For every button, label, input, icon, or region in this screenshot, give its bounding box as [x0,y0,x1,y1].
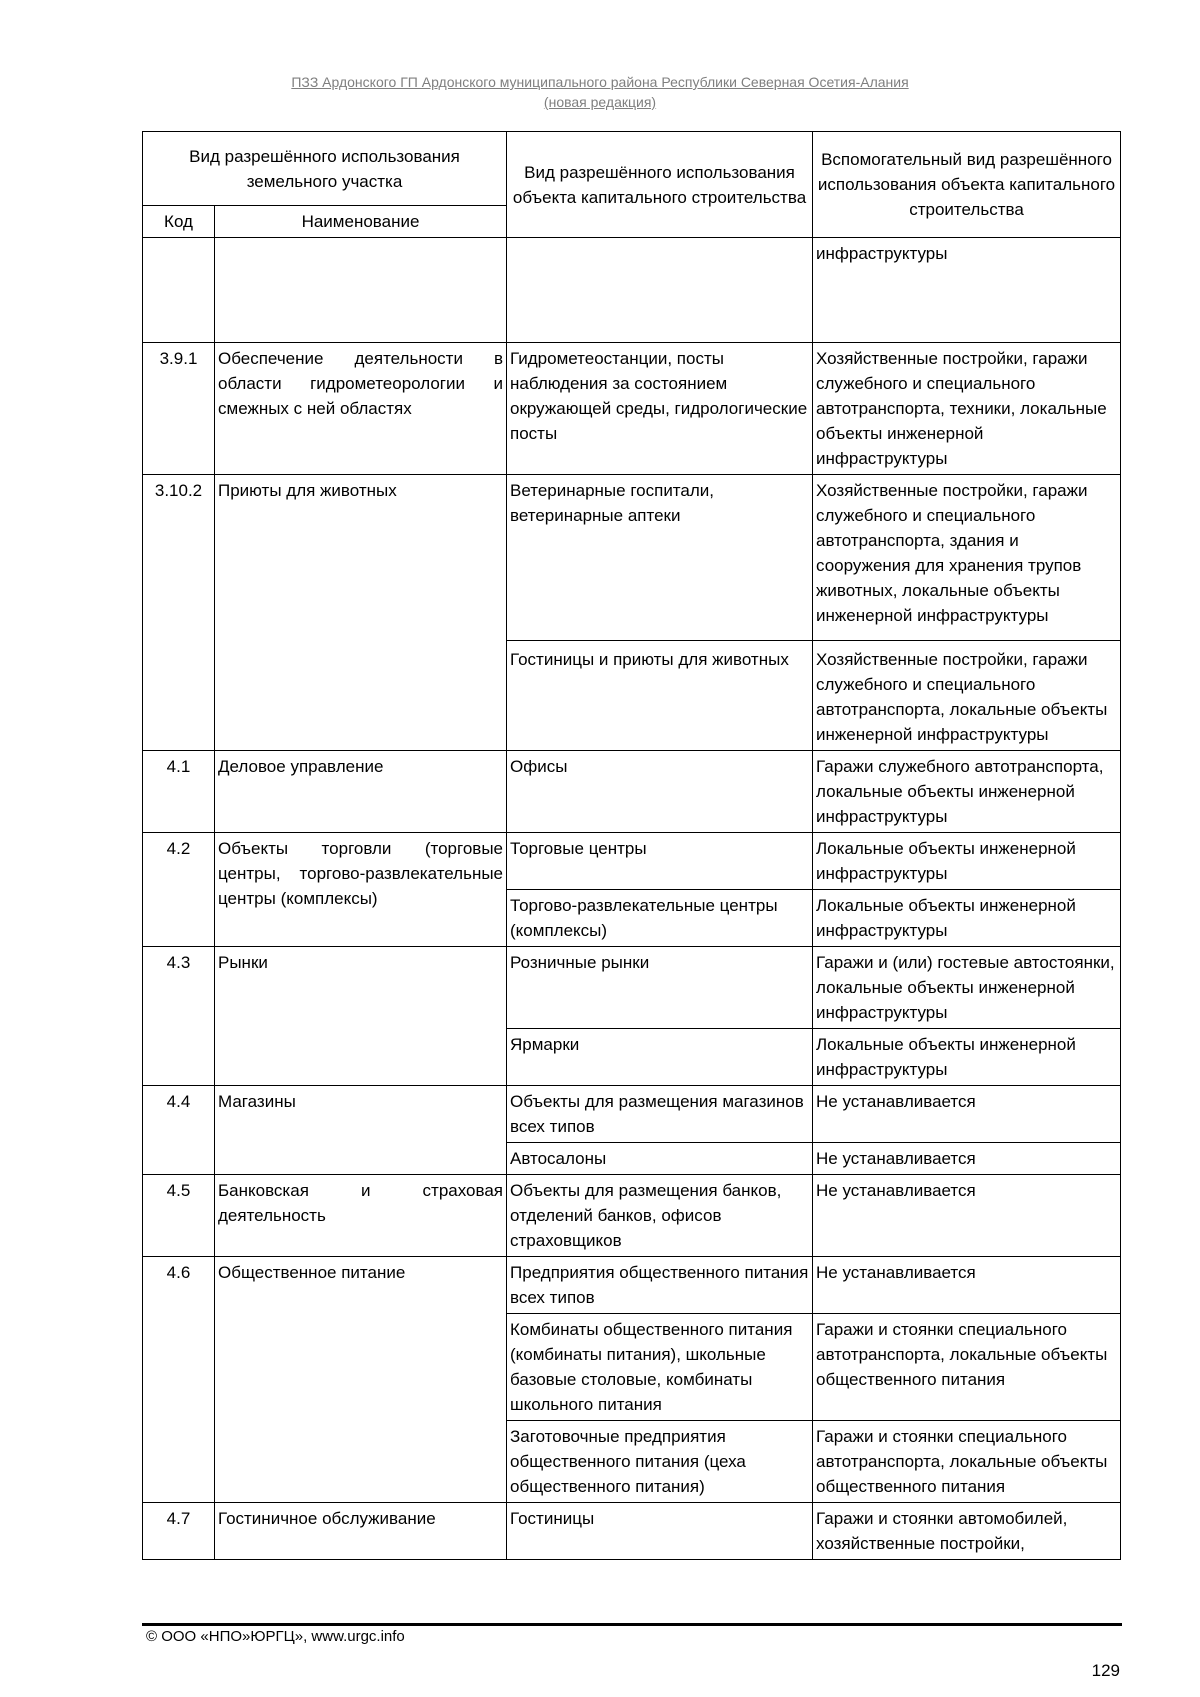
cell-name: Рынки [215,947,507,1086]
cell-aux-use: Локальные объекты инженерной инфраструктуры [813,1029,1121,1086]
cell-aux-use: Локальные объекты инженерной инфраструктуры [813,833,1121,890]
cell-main-use: Заготовочные предприятия общественного питания (цеха общественного питания) [507,1421,813,1503]
cell-aux-use: инфраструктуры [813,238,1121,343]
header-line-2: (новая редакция) [543,94,657,110]
header-building-use: Вид разрешённого использования объекта капитального строительства [507,132,813,238]
table-row [143,1175,1121,1257]
header-name: Наименование [215,206,507,238]
page-number: 129 [1091,1661,1120,1680]
cell-code: 4.5 [143,1175,215,1257]
cell-main-use: Объекты для размещения магазинов всех типов [507,1086,813,1143]
land-use-table [142,131,1121,1560]
cell-name: Магазины [215,1086,507,1175]
table-row [143,1086,1121,1143]
cell-code [143,238,215,343]
cell-code: 4.1 [143,751,215,833]
cell-main-use: Гостиницы [507,1503,813,1560]
table-row [143,1257,1121,1314]
cell-aux-use: Гаражи и стоянки автомобилей, хозяйственные постройки, [813,1503,1121,1560]
cell-aux-use: Не устанавливается [813,1143,1121,1175]
header-code: Код [143,206,215,238]
cell-name: Объекты торговли (торговые центры, торгово-развлекательные центры (комплексы) [215,833,507,947]
cell-name: Гостиничное обслуживание [215,1503,507,1560]
table-row [143,343,1121,475]
cell-aux-use: Хозяйственные постройки, гаражи служебного и специального автотранспорта, здания и сооружения для хранения трупов животных, локальные объекты инженерной инфраструктуры [813,475,1121,641]
cell-aux-use: Локальные объекты инженерной инфраструктуры [813,890,1121,947]
cell-main-use: Автосалоны [507,1143,813,1175]
cell-main-use: Комбинаты общественного питания (комбинаты питания), школьные базовые столовые, комбинаты школьного питания [507,1314,813,1421]
cell-aux-use: Не устанавливается [813,1175,1121,1257]
cell-code: 3.9.1 [143,343,215,475]
cell-aux-use: Хозяйственные постройки, гаражи служебного и специального автотранспорта, локальные объекты инженерной инфраструктуры [813,641,1121,751]
footer-divider [142,1623,1122,1626]
footer-copyright: © ООО «НПО»ЮРГЦ», www.urgc.info [146,1628,405,1645]
cell-code: 4.2 [143,833,215,947]
cell-main-use: Гостиницы и приюты для животных [507,641,813,751]
table-row [143,475,1121,641]
cell-name: Деловое управление [215,751,507,833]
cell-main-use: Офисы [507,751,813,833]
table-row [143,947,1121,1029]
cell-main-use: Торговые центры [507,833,813,890]
cell-main-use: Предприятия общественного питания всех типов [507,1257,813,1314]
cell-main-use: Ярмарки [507,1029,813,1086]
table-row [143,238,1121,343]
cell-main-use: Объекты для размещения банков, отделений банков, офисов страховщиков [507,1175,813,1257]
header-line-1: ПЗЗ Ардонского ГП Ардонского муниципального района Республики Северная Осетия-Алания [291,74,909,90]
cell-aux-use: Гаражи и (или) гостевые автостоянки, локальные объекты инженерной инфраструктуры [813,947,1121,1029]
cell-code: 4.7 [143,1503,215,1560]
header-land-use: Вид разрешённого использования земельного участка [143,132,507,206]
cell-main-use: Гидрометеостанции, посты наблюдения за состоянием окружающей среды, гидрологические посты [507,343,813,475]
cell-code: 3.10.2 [143,475,215,751]
cell-code: 4.4 [143,1086,215,1175]
cell-aux-use: Не устанавливается [813,1086,1121,1143]
cell-main-use: Розничные рынки [507,947,813,1029]
cell-aux-use: Гаражи и стоянки специального автотранспорта, локальные объекты общественного питания [813,1314,1121,1421]
cell-name: Приюты для животных [215,475,507,751]
header-auxiliary-use: Вспомогательный вид разрешённого использования объекта капитального строительства [813,132,1121,238]
cell-code: 4.3 [143,947,215,1086]
cell-aux-use: Гаражи и стоянки специального автотранспорта, локальные объекты общественного питания [813,1421,1121,1503]
table-row [143,1503,1121,1560]
cell-aux-use: Не устанавливается [813,1257,1121,1314]
cell-aux-use: Гаражи служебного автотранспорта, локальные объекты инженерной инфраструктуры [813,751,1121,833]
cell-main-use: Ветеринарные госпитали, ветеринарные аптеки [507,475,813,641]
table-row [143,751,1121,833]
cell-main-use: Торгово-развлекательные центры (комплексы) [507,890,813,947]
cell-name: Общественное питание [215,1257,507,1503]
page-header [0,72,1200,112]
cell-main-use [507,238,813,343]
cell-code: 4.6 [143,1257,215,1503]
cell-name: Банковская и страховая деятельность [215,1175,507,1257]
cell-name: Обеспечение деятельности в области гидрометеорологии и смежных с ней областях [215,343,507,475]
table-row [143,833,1121,890]
cell-aux-use: Хозяйственные постройки, гаражи служебного и специального автотранспорта, техники, локальные объекты инженерной инфраструктуры [813,343,1121,475]
cell-name [215,238,507,343]
